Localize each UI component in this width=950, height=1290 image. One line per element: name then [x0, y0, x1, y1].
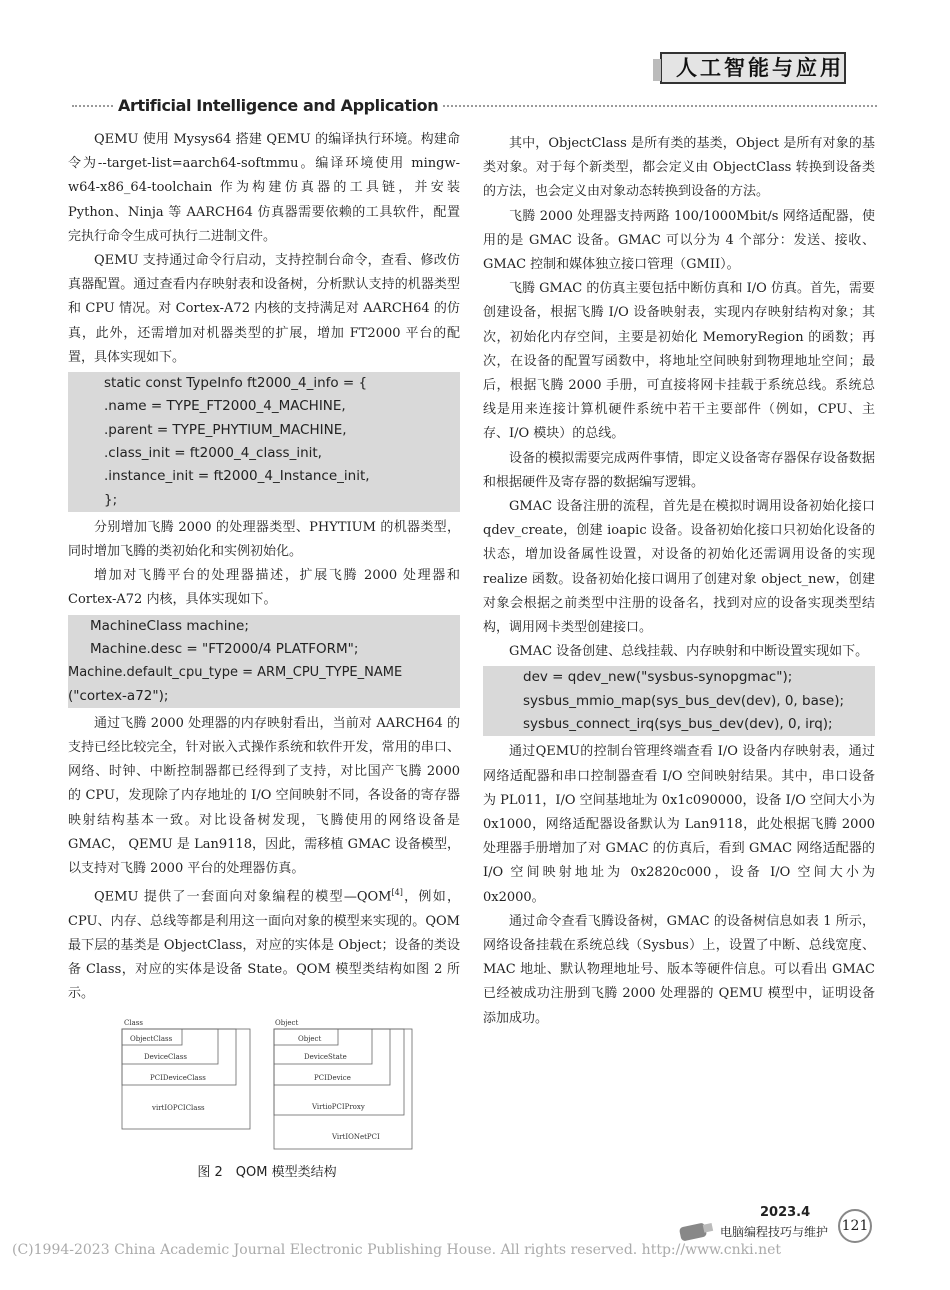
code-line: .class_init = ft2000_4_class_init, [104, 444, 322, 461]
paragraph: 飞腾 GMAC 的仿真主要包括中断仿真和 I/O 仿真。首先，需要创建设备，根据飞腾 I/O 设备映射表，实现内存映射结构对象；其次，初始化内存空间，主要是初始化 MemoryRegion 的函数；再次，在设备的配置写函数中，将地址空间映射到物理地址空间；最后，根据飞腾 2000 手册，可直接将网卡挂载于系统总线。系统总线是用来连接计算机硬件系统中若干主要部件（例如，CPU、主存、I/O 模块）的总线。 [483, 281, 875, 442]
paragraph [68, 881, 460, 1006]
code-line: .name = TYPE_FT2000_4_MACHINE, [104, 398, 346, 415]
paragraph: 设备的模拟需要完成两件事情，即定义设备寄存器保存设备数据和根据硬件及寄存器的数据编写逻辑。 [483, 450, 875, 490]
class-title: Class [124, 1018, 143, 1027]
paragraph: QEMU 支持通过命令行启动，支持控制台命令，查看、修改仿真器配置。通过查看内存映射表和设备树，分析默认支持的机器类型和 CPU 情况。对 Cortex-A72 内核的支持满足对 AARCH64 的仿真，此外，还需增加对机器类型的扩展，增加 FT2000 平台的配置，具体实现如下。 [68, 253, 460, 365]
code-block-typeinfo [68, 372, 460, 512]
paragraph-text: QEMU 提供了一套面向对象编程的模型—QOM [94, 889, 392, 905]
class-label: PCIDeviceClass [150, 1073, 206, 1082]
issue-number: 2023.4 [760, 1205, 811, 1220]
object-label: Object [298, 1034, 322, 1043]
code-line: .parent = TYPE_PHYTIUM_MACHINE, [104, 421, 347, 438]
object-label: VirtioPCIProxy [312, 1102, 365, 1111]
class-label: virtIOPCIClass [152, 1103, 205, 1112]
paragraph: QEMU 使用 Mysys64 搭建 QEMU 的编译执行环境。构建命令为--target-list=aarch64-softmmu。编译环境使用 mingw-w64-x86_64-toolchain 作为构建仿真器的工具链，并安装 Python、Ninja 等 AARCH64 仿真器需要依赖的工具软件，配置完执行命令生成可执行二进制文件。 [68, 132, 460, 244]
running-header [72, 96, 877, 116]
object-label: DeviceState [304, 1052, 347, 1061]
figure-qom-diagram [68, 1015, 460, 1155]
paragraph: 飞腾 2000 处理器支持两路 100/1000Mbit/s 网络适配器，使用的是 GMAC 设备。GMAC 可以分为 4 个部分：发送、接收、GMAC 控制和媒体独立接口管理（GMII）。 [483, 208, 875, 273]
paragraph: 通过飞腾 2000 处理器的内存映射看出，当前对 AARCH64 的支持已经比较完全，针对嵌入式操作系统和软件开发，常用的串口、网络、时钟、中断控制器都已经得到了支持，对比国产飞腾 2000 的 CPU，发现除了内存地址的 I/O 空间映射不同，各设备的寄存器映射结构基本一致。对比设备树发现，飞腾使用的网络设备是 GMAC， QEMU 是 Lan9118，因此，需移植 GMAC 设备模型，以支持对飞腾 2000 平台的处理器仿真。 [68, 715, 460, 877]
paragraph: GMAC 设备创建、总线挂载、内存映射和中断设置实现如下。 [509, 644, 869, 660]
code-block-gmac [483, 666, 875, 736]
code-line: Machine.desc = "FT2000/4 PLATFORM"; [90, 640, 359, 657]
paragraph: 通过命令查看飞腾设备树，GMAC 的设备树信息如表 1 所示，网络设备挂载在系统总线（Sysbus）上，设置了中断、总线宽度、MAC 地址、默认物理地址号、版本等硬件信息。可以看出 GMAC 已经被成功注册到飞腾 2000 处理器的 QEMU 模型中，证明设备添加成功。 [483, 913, 875, 1026]
code-block-machineclass [68, 615, 460, 708]
left-column [68, 128, 460, 1180]
paragraph-text: ，例如，CPU、内存、总线等都是利用这一面向对象的模型来实现的。QOM 最下层的基类是 ObjectClass，对应的实体是 Object；设备的类设备 Class，对应的实体是设备 State。QOM 模型类结构如图 2 所示。 [68, 889, 460, 1002]
code-line: .instance_init = ft2000_4_Instance_init, [104, 468, 370, 485]
header-english-title: Artificial Intelligence and Application [114, 96, 442, 116]
right-column [483, 132, 875, 1031]
code-line: sysbus_connect_irq(sys_bus_dev(dev), 0, irq); [523, 716, 833, 733]
qom-diagram-svg [68, 1015, 460, 1155]
paragraph: 增加对飞腾平台的处理器描述，扩展飞腾 2000 处理器和 Cortex-A72 内核，具体实现如下。 [68, 568, 460, 608]
page-number: 121 [838, 1209, 872, 1243]
section-tag: 人工智能与应用 [660, 52, 846, 84]
code-line: dev = qdev_new("sysbus-synopgmac"); [523, 669, 793, 686]
code-line: sysbus_mmio_map(sys_bus_dev(dev), 0, base); [523, 692, 845, 709]
code-line: static const TypeInfo ft2000_4_info = { [104, 375, 368, 392]
code-line: ("cortex-a72"); [68, 687, 169, 704]
object-label: PCIDevice [314, 1073, 351, 1082]
magazine-name: 电脑编程技巧与维护 [720, 1225, 829, 1239]
citation-ref: [4] [391, 888, 403, 898]
class-label: ObjectClass [130, 1034, 173, 1043]
object-outer-box [274, 1029, 412, 1149]
paragraph: GMAC 设备注册的流程，首先是在模拟时调用设备初始化接口 qdev_create，创建 ioapic 设备。设备初始化接口只初始化设备的状态，增加设备属性设置，对设备的初始化还需调用设备的实现 realize 函数。设备初始化接口调用了创建对象 object_new，创建对象会根据之前类型中注册的设备名，找到对应的设备实现类型结构，调用网卡类型创建接口。 [483, 499, 875, 636]
code-line: }; [104, 491, 118, 508]
paragraph: 分别增加飞腾 2000 的处理器类型、PHYTIUM 的机器类型，同时增加飞腾的类初始化和实例初始化。 [68, 519, 460, 560]
code-line: Machine.default_cpu_type = ARM_CPU_TYPE_NAME [68, 665, 403, 681]
paragraph: 通过QEMU的控制台管理终端查看 I/O 设备内存映射表，通过网络适配器和串口控制器查看 I/O 空间映射结果。其中，串口设备为 PL011，I/O 空间基地址为 0x1c090000，设备 I/O 空间大小为 0x1000，网络适配器设备默认为 Lan9118，此处根据飞腾 2000 处理器手册增加了对 GMAC 的仿真后，看到 GMAC 网络适配器的 I/O 空间映射地址为 0x2820c000，设备 I/O 空间大小为 0x2000。 [483, 744, 875, 905]
object-title: Object [275, 1018, 299, 1027]
copyright-line: (C)1994-2023 China Academic Journal Electronic Publishing House. All rights reserved. http://www.cnki.net [12, 1242, 782, 1258]
paragraph: 其中，ObjectClass 是所有类的基类，Object 是所有对象的基类对象。对于每个新类型，都会定义由 ObjectClass 转换到设备类的方法，也会定义由对象动态转换到设备的方法。 [483, 136, 875, 200]
figure-caption: 图 2 QOM 模型类结构 [197, 1164, 337, 1180]
code-line: MachineClass machine; [90, 617, 249, 634]
class-label: DeviceClass [144, 1052, 187, 1061]
object-label: VirtIONetPCI [332, 1132, 380, 1141]
